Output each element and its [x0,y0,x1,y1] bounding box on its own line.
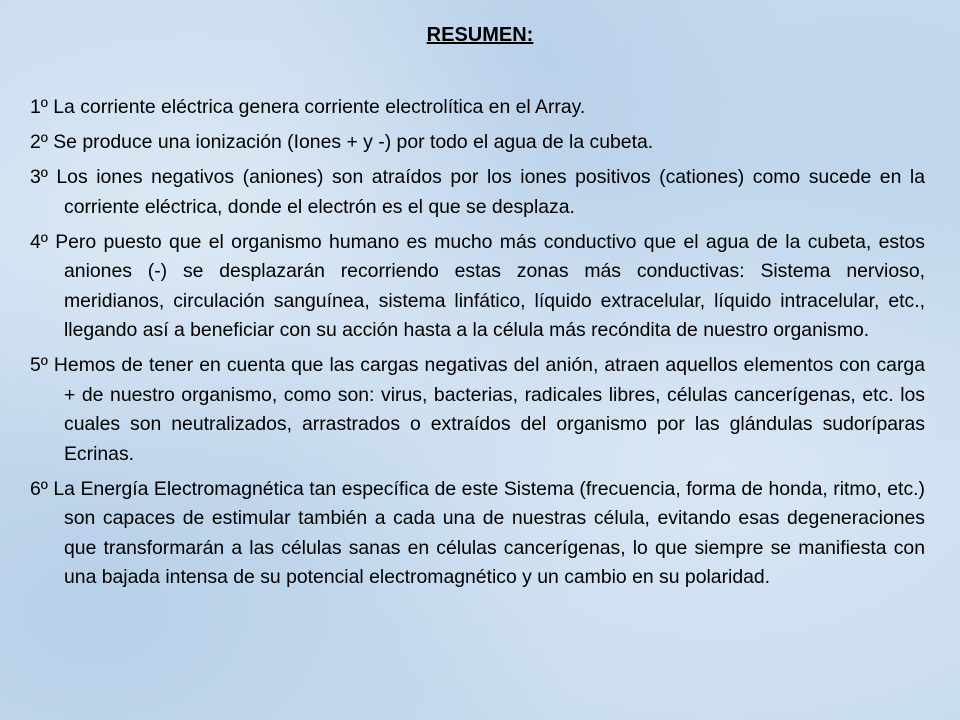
slide-title: RESUMEN: [426,24,534,46]
summary-item-2: 2º Se produce una ionización (Iones + y -) por todo el agua de la cubeta. [30,131,654,153]
summary-item-5: 5º Hemos de tener en cuenta que las cargas negativas del anión, atraen aquellos elementos con carga + de nuestro organismo, como son: virus, bacterias, radicales libres, células cancerígenas, etc. los cuales son neutralizados, arrastrados o extraídos del organismo por las glándulas sudoríparas Ecrinas. [30,354,925,465]
summary-item-6: 6º La Energía Electromagnética tan específica de este Sistema (frecuencia, forma de honda, ritmo, etc.) son capaces de estimular también a cada una de nuestras célula, evitando esas degeneraciones que transformarán a las células sanas en células cancerígenas, lo que siempre se manifiesta con una bajada intensa de su potencial electromagnético y un cambio en su polaridad. [30,477,925,588]
summary-item-4: 4º Pero puesto que el organismo humano es mucho más conductivo que el agua de la cubeta, estos aniones (-) se desplazarán recorriendo estas zonas más conductivas: Sistema nervioso, meridianos, circulación sanguínea, sistema linfático, líquido extracelular, líquido intracelular, etc., llegando así a beneficiar con su acción hasta a la célula más recóndita de nuestro organismo. [30,230,925,341]
summary-item-3: 3º Los iones negativos (aniones) son atraídos por los iones positivos (cationes) como sucede en la corriente eléctrica, donde el electrón es el que se desplaza. [30,166,925,218]
summary-list [30,93,925,598]
summary-item-1: 1º La corriente eléctrica genera corriente electrolítica en el Array. [30,96,586,118]
